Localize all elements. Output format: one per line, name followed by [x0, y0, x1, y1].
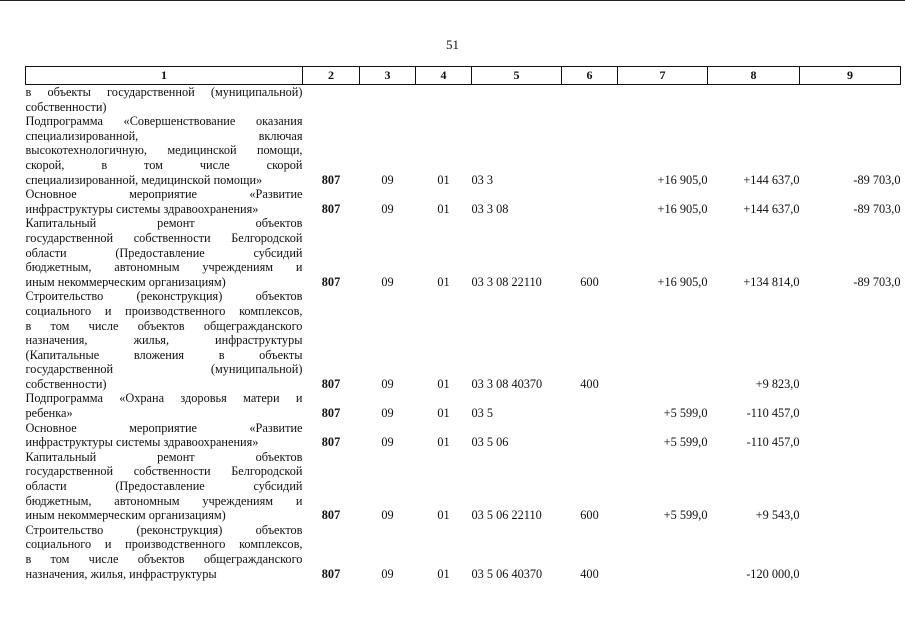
- description-line: социального и производственного комплексов,: [25, 303, 303, 318]
- section-code-cell: 09: [381, 406, 394, 421]
- description-line: в том числе объектов общегражданского: [25, 318, 303, 333]
- description-line: собственности): [25, 376, 107, 391]
- row-description: [26, 187, 303, 216]
- description-line: социального и производственного комплексов,: [25, 537, 303, 552]
- description-line: назначения, жилья, инфраструктуры: [25, 566, 217, 581]
- subsection-code-cell: 01: [437, 435, 450, 450]
- column-header: 8: [708, 67, 800, 85]
- description-line: Основное мероприятие «Развитие: [25, 187, 303, 202]
- ministry-code-cell: 807: [321, 406, 341, 421]
- target-article-cell: 03 3 08: [471, 201, 509, 216]
- ministry-code-cell: 807: [321, 201, 341, 216]
- description-line: государственной собственности Белгородской: [25, 464, 303, 479]
- target-article-cell: 03 3: [471, 172, 494, 187]
- column-header: 1: [26, 67, 303, 85]
- section-code-cell: 09: [381, 508, 394, 523]
- expense-type-cell: 600: [580, 508, 599, 523]
- amount-cell: +16 905,0: [657, 201, 708, 216]
- expense-type-cell: [562, 421, 618, 450]
- column-header: 6: [562, 67, 618, 85]
- ministry-code-cell: 807: [321, 274, 341, 289]
- description-line: высокотехнологичную, медицинской помощи,: [25, 143, 303, 158]
- table-row: [26, 450, 901, 523]
- description-line: иным некоммерческим организациям): [25, 508, 226, 523]
- section-code-cell: 09: [381, 201, 394, 216]
- page-number: 51: [446, 37, 459, 52]
- subsection-code-cell: 01: [437, 172, 450, 187]
- description-line: иным некоммерческим организациям): [25, 274, 226, 289]
- description-line: области (Предоставление субсидий: [25, 479, 303, 494]
- ministry-code-cell: 807: [321, 435, 341, 450]
- description-line: специализированной, включая: [25, 128, 303, 143]
- subsection-code-cell: 01: [437, 201, 450, 216]
- column-header: 4: [416, 67, 472, 85]
- expense-type-cell: 600: [580, 274, 599, 289]
- table-row: [26, 85, 901, 115]
- ministry-code-cell: 807: [321, 566, 341, 581]
- column-header: 9: [800, 67, 901, 85]
- description-line: собственности): [25, 99, 107, 114]
- amount-cell: [618, 523, 708, 581]
- target-article-cell: 03 5 06 40370: [471, 566, 543, 581]
- ministry-code-cell: 807: [321, 508, 341, 523]
- expense-type-cell: 400: [580, 376, 599, 391]
- amount-cell: -120 000,0: [746, 566, 800, 581]
- description-line: государственной собственности Белгородской: [25, 230, 303, 245]
- description-line: специализированной, медицинской помощи»: [25, 172, 263, 187]
- table-body: [26, 85, 901, 582]
- description-line: Подпрограмма «Совершенствование оказания: [25, 114, 303, 129]
- amount-cell: [618, 85, 708, 115]
- row-description: [26, 289, 303, 391]
- description-line: в объекты государственной (муниципальной): [25, 85, 303, 99]
- amount-cell: -89 703,0: [853, 274, 901, 289]
- description-line: Капитальный ремонт объектов: [25, 449, 303, 464]
- description-line: бюджетным, автономным учреждениям и: [25, 493, 303, 508]
- amount-cell: +144 637,0: [743, 201, 800, 216]
- amount-cell: +9 823,0: [755, 376, 800, 391]
- target-article-cell: 03 5: [471, 406, 494, 421]
- description-line: скорой, в том числе скорой: [25, 157, 303, 172]
- section-code-cell: 09: [381, 172, 394, 187]
- table-row: [26, 187, 901, 216]
- row-description: [26, 523, 303, 581]
- subsection-code-cell: 01: [437, 406, 450, 421]
- amount-cell: +5 599,0: [663, 508, 708, 523]
- section-code-cell: 09: [381, 274, 394, 289]
- section-code-cell: 09: [381, 376, 394, 391]
- section-code-cell: 09: [381, 435, 394, 450]
- description-line: назначения, жилья, инфраструктуры: [25, 333, 303, 348]
- row-description: [26, 450, 303, 523]
- description-line: области (Предоставление субсидий: [25, 245, 303, 260]
- target-article-cell: [472, 85, 562, 115]
- expense-type-cell: 400: [580, 566, 599, 581]
- budget-table: [25, 66, 901, 581]
- top-rule: [0, 0, 905, 1]
- amount-cell: [800, 421, 901, 450]
- expense-type-cell: [562, 85, 618, 115]
- amount-cell: +16 905,0: [657, 172, 708, 187]
- description-line: бюджетным, автономным учреждениям и: [25, 260, 303, 275]
- table-row: [26, 289, 901, 391]
- table-row: [26, 391, 901, 420]
- subsection-code-cell: 01: [437, 566, 450, 581]
- row-description: [26, 391, 303, 420]
- table-header-row: [26, 67, 901, 85]
- amount-cell: [800, 289, 901, 391]
- target-article-cell: 03 5 06: [471, 435, 509, 450]
- expense-type-cell: [562, 187, 618, 216]
- amount-cell: +134 814,0: [743, 274, 800, 289]
- subsection-code-cell: 01: [437, 508, 450, 523]
- subsection-code-cell: 01: [437, 274, 450, 289]
- amount-cell: [708, 85, 800, 115]
- column-header: 2: [303, 67, 360, 85]
- amount-cell: +9 543,0: [755, 508, 800, 523]
- section-code-cell: [360, 85, 416, 115]
- description-line: в том числе объектов общегражданского: [25, 552, 303, 566]
- table-row: [26, 216, 901, 289]
- amount-cell: [800, 523, 901, 581]
- target-article-cell: 03 3 08 22110: [471, 274, 542, 289]
- description-line: Строительство (реконструкция) объектов: [25, 522, 303, 537]
- row-description: [26, 216, 303, 289]
- row-description: [26, 85, 303, 115]
- section-code-cell: 09: [381, 566, 394, 581]
- description-line: ребенка»: [25, 406, 73, 421]
- row-description: [26, 114, 303, 187]
- amount-cell: +5 599,0: [663, 406, 708, 421]
- amount-cell: -110 457,0: [746, 435, 800, 450]
- ministry-code-cell: [303, 85, 360, 115]
- expense-type-cell: [562, 391, 618, 420]
- description-line: Капитальный ремонт объектов: [25, 216, 303, 231]
- description-line: (Капитальные вложения в объекты: [25, 347, 303, 362]
- description-line: инфраструктуры системы здравоохранения»: [25, 435, 259, 450]
- amount-cell: [800, 85, 901, 115]
- description-line: государственной (муниципальной): [25, 362, 303, 377]
- row-description: [26, 421, 303, 450]
- amount-cell: +16 905,0: [657, 274, 708, 289]
- column-header: 5: [472, 67, 562, 85]
- ministry-code-cell: 807: [321, 172, 341, 187]
- expense-type-cell: [562, 114, 618, 187]
- ministry-code-cell: 807: [321, 376, 341, 391]
- amount-cell: [800, 391, 901, 420]
- table-row: [26, 114, 901, 187]
- table-row: [26, 421, 901, 450]
- amount-cell: [618, 289, 708, 391]
- description-line: Подпрограмма «Охрана здоровья матери и: [25, 391, 303, 406]
- subsection-code-cell: [416, 85, 472, 115]
- amount-cell: +144 637,0: [743, 172, 800, 187]
- table-row: [26, 523, 901, 581]
- column-header: 3: [360, 67, 416, 85]
- subsection-code-cell: 01: [437, 376, 450, 391]
- target-article-cell: 03 5 06 22110: [471, 508, 542, 523]
- description-line: Строительство (реконструкция) объектов: [25, 289, 303, 304]
- target-article-cell: 03 3 08 40370: [471, 376, 543, 391]
- amount-cell: -89 703,0: [853, 172, 901, 187]
- amount-cell: +5 599,0: [663, 435, 708, 450]
- description-line: Основное мероприятие «Развитие: [25, 420, 303, 435]
- column-header: 7: [618, 67, 708, 85]
- amount-cell: -89 703,0: [853, 201, 901, 216]
- description-line: инфраструктуры системы здравоохранения»: [25, 201, 259, 216]
- amount-cell: [800, 450, 901, 523]
- amount-cell: -110 457,0: [746, 406, 800, 421]
